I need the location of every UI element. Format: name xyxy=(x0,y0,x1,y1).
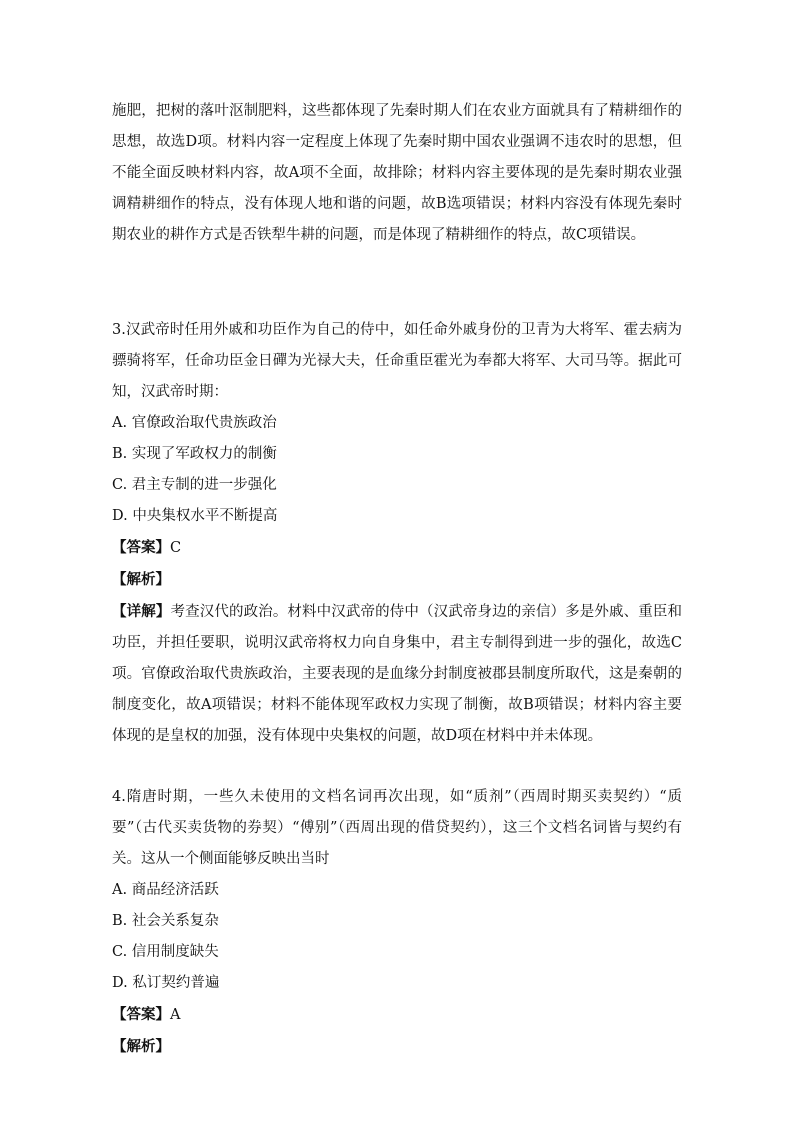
question-4-analysis-label xyxy=(112,1031,682,1063)
answer-label: 【答案】 xyxy=(112,1006,170,1023)
document-page xyxy=(112,96,683,1055)
question-4-option-b: B. 社会关系复杂 xyxy=(112,913,219,929)
question-3-text: 3.汉武帝时任用外戚和功臣作为自己的侍中，如任命外戚身份的卫青为大将军、霍去病为骠骑将军，任命功臣金日磾为光禄大夫，任命重臣霍光为奉都大将军、大司马等。据此可知，汉武帝时期： xyxy=(112,322,682,400)
question-3-option-d: D. 中央集权水平不断提高 xyxy=(112,508,278,524)
analysis-label: 【解析】 xyxy=(112,571,170,588)
detail-text: 考查汉代的政治。材料中汉武帝的侍中（汉武帝身边的亲信）多是外戚、重臣和功臣，并担任要职，说明汉武帝将权力向自身集中，君主专制得到进一步的强化，故选C项。官僚政治取代贵族政治，主要表现的是血缘分封制度被郡县制度所取代，这是秦朝的制度变化，故A项错误；材料不能体现军政权力实现了制衡，故B项错误；材料内容主要体现的是皇权的加强，没有体现中央集权的问题，故D项在材料中并未体现。 xyxy=(112,604,683,744)
explanation-paragraph: 施肥，把树的落叶沤制肥料，这些都体现了先秦时期人们在农业方面就具有了精耕细作的思想，故选D项。材料内容一定程度上体现了先秦时期中国农业强调不违农时的思想，但不能全面反映材料内容，故A项不全面，故排除；材料内容主要体现的是先秦时期农业强调精耕细作的特点，没有体现人地和谐的问题，故B选项错误；材料内容没有体现先秦时期农业的耕作方式是否铁犁牛耕的问题，而是体现了精耕细作的特点，故C项错误。 xyxy=(112,103,682,243)
detail-label: 【详解】 xyxy=(112,603,171,620)
question-4 xyxy=(112,782,682,1063)
answer-label: 【答案】 xyxy=(112,539,170,556)
question-3-answer xyxy=(112,532,682,564)
question-3-analysis-label xyxy=(112,564,682,596)
question-4-option-d: D. 私订契约普遍 xyxy=(112,975,220,991)
question-3-option-a: A. 官僚政治取代贵族政治 xyxy=(112,415,277,431)
question-4-option-c: C. 信用制度缺失 xyxy=(112,944,219,960)
question-3-option-b: B. 实现了军政权力的制衡 xyxy=(112,446,277,462)
answer-value: A xyxy=(170,1007,181,1023)
question-3 xyxy=(112,315,682,752)
answer-value: C xyxy=(170,540,182,556)
question-4-text: 4.隋唐时期，一些久未使用的文档名词再次出现，如“质剂”（西周时期买卖契约）“质要”（古代买卖货物的券契）“傅别”（西周出现的借贷契约），这三个文档名词皆与契约有关。这从一个侧面能够反映出当时 xyxy=(112,789,682,867)
question-3-detail xyxy=(112,596,682,752)
question-4-answer xyxy=(112,999,682,1031)
question-3-option-c: C. 君主专制的进一步强化 xyxy=(112,477,277,493)
question-4-option-a: A. 商品经济活跃 xyxy=(112,882,219,898)
analysis-label: 【解析】 xyxy=(112,1038,170,1055)
previous-explanation xyxy=(112,96,682,251)
